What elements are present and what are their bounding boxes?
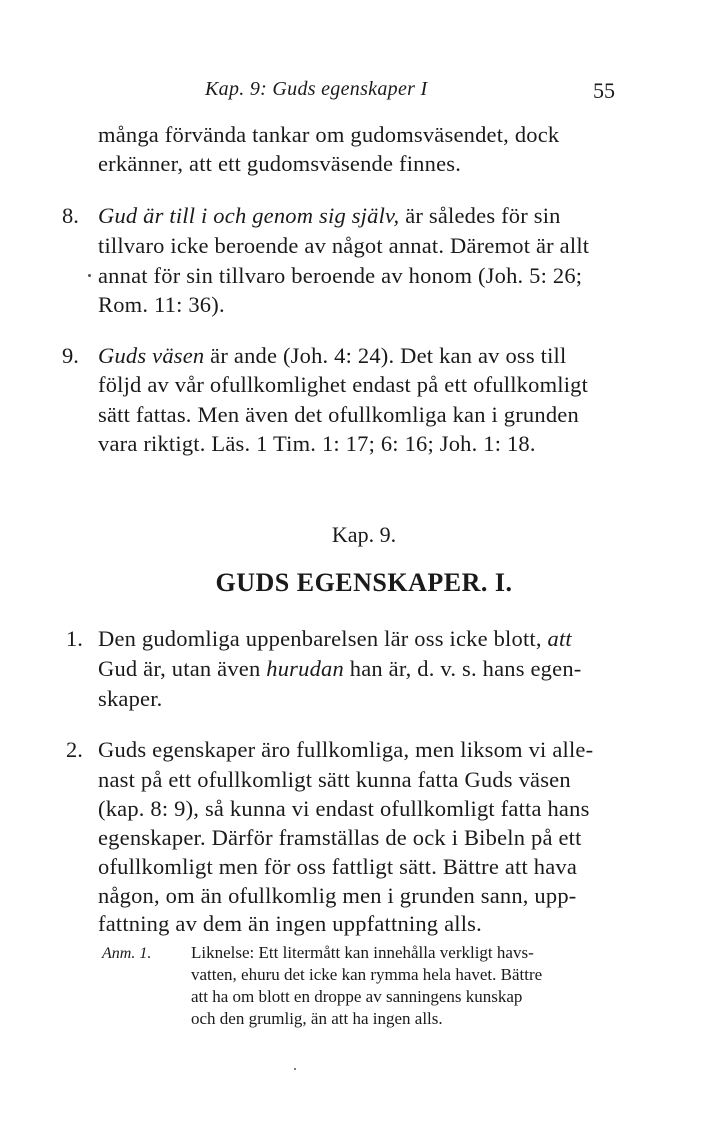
item-1-emphasis-hurudan: hurudan [266, 656, 344, 681]
item-1-line-2-start: Gud är, utan även [98, 656, 267, 681]
item-8-number: 8. [62, 203, 79, 228]
item-2-line-7: fattning av dem än ingen uppfattning alls. [98, 911, 482, 936]
item-9-emphasis: Guds väsen [98, 343, 205, 368]
item-8-emphasis: Gud är till i och genom sig själv, [98, 203, 400, 228]
chapter-label: Kap. 9. [331, 522, 397, 547]
intro-line-1: många förvända tankar om gudomsväsendet, dock [98, 122, 560, 147]
stray-dot [294, 1068, 296, 1070]
intro-line-2: erkänner, att ett gudomsväsende finnes. [98, 151, 462, 176]
item-2-line-1: Guds egenskaper äro fullkomliga, men liksom vi alle- [98, 737, 594, 762]
stray-mark [88, 274, 91, 277]
item-1-line-3: skaper. [98, 686, 163, 711]
chapter-title: GUDS EGENSKAPER. I. [215, 568, 513, 597]
item-1-emphasis-att: att [547, 626, 572, 651]
item-8-line-3: annat för sin tillvaro beroende av honom (Joh. 5: 26; [98, 263, 583, 288]
note-line-1: Liknelse: Ett litermått kan innehålla verkligt havs- [191, 943, 534, 962]
item-9-line-1 [98, 343, 566, 369]
item-1-line-1 [98, 626, 572, 652]
item-9-number: 9. [62, 343, 79, 368]
item-2-line-2: nast på ett ofullkomligt sätt kunna fatta Guds väsen [98, 767, 571, 792]
item-2-line-5: ofullkomligt men för oss fattligt sätt. Bättre att hava [98, 854, 578, 879]
note-line-2: vatten, ehuru det icke kan rymma hela havet. Bättre [191, 965, 543, 984]
note-line-3: att ha om blott en droppe av sanningens kunskap [191, 987, 523, 1006]
item-1-line-2-rest: han är, d. v. s. hans egen- [343, 656, 582, 681]
item-1-line-1-start: Den gudomliga uppenbarelsen lär oss icke blott, [98, 626, 548, 651]
item-2-number: 2. [66, 737, 83, 762]
page-number: 55 [593, 78, 615, 103]
item-2-line-3: (kap. 8: 9), så kunna vi endast ofullkomligt fatta hans [98, 796, 590, 821]
note-label: Anm. 1. [102, 945, 152, 962]
item-1-line-2 [98, 656, 581, 682]
item-9-line-4: vara riktigt. Läs. 1 Tim. 1: 17; 6: 16; Joh. 1: 18. [98, 431, 536, 456]
item-2-line-6: någon, om än ofullkomlig men i grunden sann, upp- [98, 883, 577, 908]
note-line-4: och den grumlig, än att ha ingen alls. [191, 1009, 443, 1028]
item-9-line-1-rest: är ande (Joh. 4: 24). Det kan av oss till [204, 343, 567, 368]
item-8-line-2: tillvaro icke beroende av något annat. Däremot är allt [98, 233, 590, 258]
item-1-number: 1. [66, 626, 83, 651]
item-8-line-1-rest: är således för sin [399, 203, 561, 228]
item-2-line-4: egenskaper. Därför framställas de ock i Bibeln på ett [98, 825, 582, 850]
item-8-line-1 [98, 203, 561, 229]
running-title: Kap. 9: Guds egenskaper I [205, 78, 428, 100]
item-8-line-4: Rom. 11: 36). [98, 292, 225, 317]
item-9-line-3: sätt fattas. Men även det ofullkomliga kan i grunden [98, 402, 579, 427]
item-9-line-2: följd av vår ofullkomlighet endast på ett ofullkomligt [98, 372, 589, 397]
